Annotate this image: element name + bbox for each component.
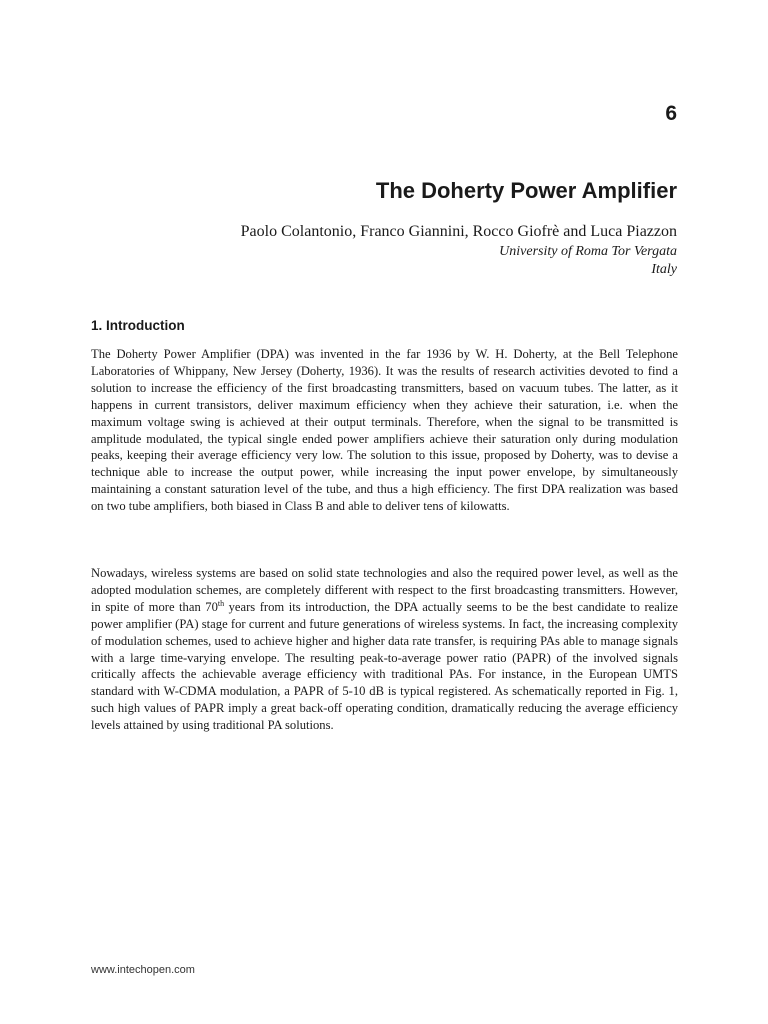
paragraph-text: years from its introduction, the DPA actually seems to be the best candidate to realize power amplifier (PA) stage for current and future generations of wireless systems. In fact, the increasing complexity of modulation schemes, used to achieve higher and higher data rate transfer, is requiring PAs able to manage signals with a large time-varying envelope. The resulting peak-to-average power ratio (PAPR) of the involved signals critically affects the achievable average efficiency with traditional PAs. For instance, in the European UMTS standard with W-CDMA modulation, a PAPR of 5-10 dB is typical registered. As schematically reported in Fig. 1, such high values of PAPR imply a great back-off operating condition, dramatically reducing the average efficiency levels attained by using traditional PA solutions. bbox=[91, 599, 679, 733]
footer-url: www.intechopen.com bbox=[91, 964, 195, 976]
section-heading: 1. Introduction bbox=[91, 318, 185, 333]
paragraph: The Doherty Power Amplifier (DPA) was invented in the far 1936 by W. H. Doherty, at the Bell Telephone Laboratories of Whippany, New Jersey (Doherty, 1936). It was the results of research activities devoted to find a solution to increase the efficiency of the first broadcasting transmitters, based on vacuum tubes. The latter, as it happens in current transistors, deliver maximum efficiency when they achieve their saturation, i.e. when the maximum voltage swing is achieved at their output terminals. Therefore, when the signal to be transmitted is amplitude modulated, the typical single ended power amplifiers achieve their saturation only during modulation peaks, keeping their average efficiency very low. The solution to this issue, proposed by Doherty, was to devise a technique able to increase the output power, while increasing the input power envelope, by simultaneously maintaining a constant saturation level of the tube, and thus a high efficiency. The first DPA realization was based on two tube amplifiers, both biased in Class B and able to deliver tens of kilowatts. bbox=[91, 347, 678, 514]
paragraph-text: Nowadays, wireless systems are based on solid state technologies and also the required power level, as well as the adopted modulation schemes, are completely different with respect to the first broadcasting transmitters. However, in spite of more than 70 bbox=[91, 566, 678, 614]
chapter-title: The Doherty Power Amplifier bbox=[375, 178, 677, 203]
author-list: Paolo Colantonio, Franco Giannini, Rocco Giofrè and Luca Piazzon bbox=[240, 223, 677, 240]
chapter-number: 6 bbox=[665, 102, 677, 125]
affiliation-country: Italy bbox=[651, 262, 677, 277]
paragraph bbox=[91, 565, 678, 734]
superscript-ordinal: th bbox=[217, 598, 225, 608]
affiliation-institution: University of Roma Tor Vergata bbox=[499, 244, 677, 259]
